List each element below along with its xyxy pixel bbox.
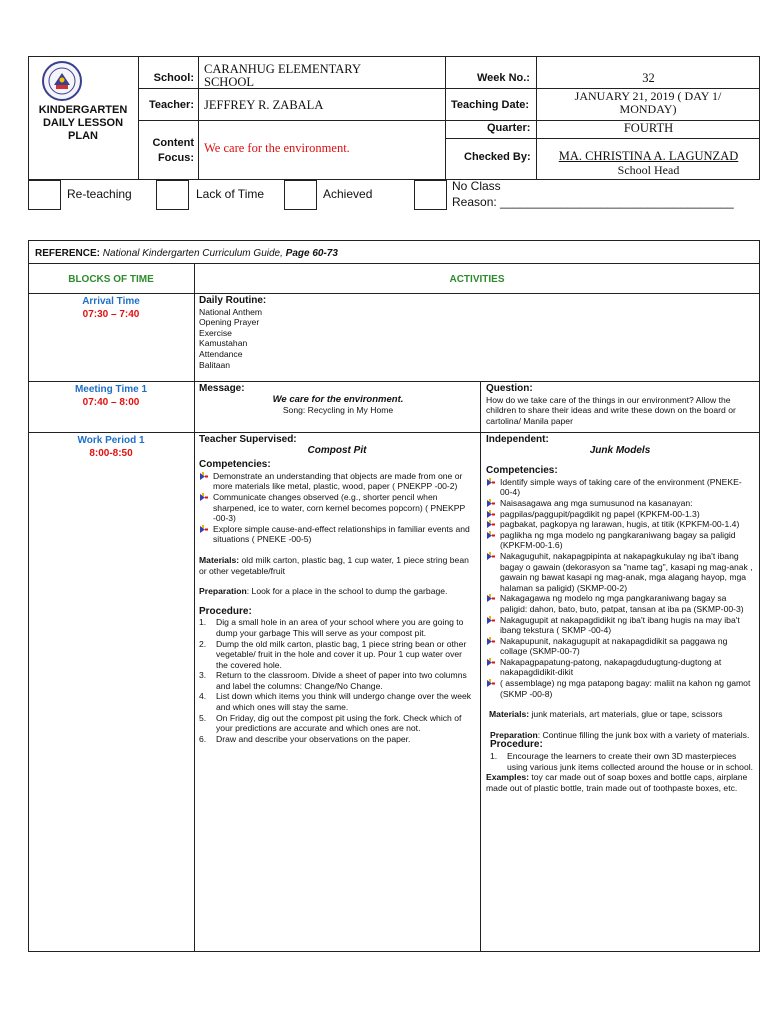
arrow-bullet-icon — [199, 493, 209, 502]
procedure-step: 6. Draw and describe your observations on the paper. — [199, 733, 411, 744]
arrow-bullet-icon — [486, 499, 496, 508]
meeting-time-name: Meeting Time 1 — [74, 384, 148, 395]
week-label: Week No.: — [477, 72, 530, 84]
content-focus-label: Content Focus: — [152, 137, 194, 164]
no-class-checkbox[interactable] — [414, 180, 447, 210]
daily-routine: Daily Routine: National Anthem Opening Prayer Exercise Kamustahan Attendance Balitaan — [199, 296, 469, 370]
teacher-value: JEFFREY R. ZABALA — [204, 98, 324, 112]
message-block: Message: We care for the environment. Song: Recycling in My Home — [199, 383, 404, 416]
achieved-label: Achieved — [323, 187, 373, 201]
question-block: Question: How do we take care of the things in our environment? Allow the children to share their ideas and write these down on the board or cartolina/ Manila paper — [486, 383, 736, 426]
competency-item: Explore simple cause-and-effect relationships in familiar events and situations ( PNEKE -00-5) — [199, 524, 475, 545]
procedure-step: 1. Dig a small hole in an area of your school where you are going to dump your garbage This will serve as your compost pit. — [199, 617, 464, 638]
content-focus-value: We care for the environment. — [204, 141, 350, 155]
arrival-time-range: 07:30 – 7:40 — [82, 309, 140, 320]
competency-item: Nakagagawa ng modelo ng mga pangkaraniwang bagay sa paligid: dahon, bato, buto, patpat, tansan at iba pa (SKMP-00-3) — [486, 593, 754, 614]
school-label: School: — [153, 72, 194, 84]
routine-item: Opening Prayer — [199, 317, 260, 328]
procedure-step: 3. Return to the classroom. Divide a sheet of paper into two columns and label the columns: Change/No Change. — [199, 670, 467, 691]
routine-item: National Anthem — [199, 306, 263, 317]
arrival-time-name: Arrival Time — [82, 296, 140, 307]
teacher-label: Teacher: — [148, 99, 194, 111]
arrow-bullet-icon — [486, 531, 496, 540]
lesson-plan-title: KINDERGARTEN DAILY LESSON PLAN — [38, 104, 128, 142]
competency-item: Identify simple ways of taking care of the environment (PNEKE-00-4) — [486, 477, 754, 498]
achieved-checkbox[interactable] — [284, 180, 317, 210]
competency-item: Naisasagawa ang mga sumusunod na kasanayan: — [486, 498, 754, 509]
arrow-bullet-icon — [199, 525, 209, 534]
independent-block: Independent: Junk Models Competencies: Identify simple ways of taking care of the environment (PNEKE-00-4) Naisasagawa ang mga sumusunod na kasanayan: pagpilas/paggupit/pagdikit ng papel (KPKFM-00-1.3) pagbakat, pagkopya ng larawan, hugis, at titik (KPKFM-00-1.4) paglikha ng mga modelo ng pangkaraniwang bagay sa paligid (KPKFM-00-1.6) Nakaguguhit, nakapagpipinta at nakapagkukulay ng iba't ibang bagay o gawain (dekorasyon sa "name tag", kasapi ng mag-anak , gawain ng bawat kasapi ng mag-anak, mga alagang hayop, mga halaman sa paligid) (SKMP-00-2) Nakagagawa ng modelo ng mga pangkaraniwang bagay sa paligid: dahon, bato, buto, patpat, tansan at iba pa (SKMP-00-3) Nakagugupit at nakapagdidikit ng iba't ibang hugis na may iba't ibang tekstura ( SKMP -00-4) Nakapupunit, nakagugupit at nakapagdidikit sa paggawa ng collage (SKMP-00-7) Nakapagpapatung-patong, nakapagdudugtung-dugtong at nakapagdidikit-dikit ( assemblage) ng mga patapong bagay: maliit na kahon ng gamot (SKMP -00-8) Materials: junk materials, art materials, glue or tape, scissors Preparation: Continue filling the junk box with a variety of materials. Procedure: 1. Encourage the learners to create their own 3D masterpieces using various junk items collected around the house or in school. Examples: toy car made out of soap boxes and bottle caps, airplane made out of plastic bottle, train made out of toothpaste boxes, etc. — [486, 434, 754, 793]
quarter-value: FOURTH — [623, 121, 674, 135]
procedure-step: 5. On Friday, dig out the compost pit using the fork. Check which of your predictions are accurate and which ones are not. — [199, 712, 462, 734]
teaching-date-label: Teaching Date: — [451, 99, 530, 111]
arrow-bullet-icon — [199, 472, 209, 481]
lack-of-time-checkbox[interactable] — [156, 180, 189, 210]
competency-item: pagbakat, pagkopya ng larawan, hugis, at titik (KPKFM-00-1.4) — [486, 519, 754, 530]
arrow-bullet-icon — [486, 658, 496, 667]
procedure-step: 2. Dump the old milk carton, plastic bag, 1 piece string bean or other vegetable/ fruit in the hole and cover it up. Pour 1 cup water over the covered hole. — [199, 638, 467, 670]
reteaching-label: Re-teaching — [67, 187, 132, 201]
routine-item: Balitaan — [199, 359, 231, 370]
competency-item: Demonstrate an understanding that objects are made from one or more materials like metal, plastic, wood, paper ( PNEKPP -00-2) — [199, 471, 475, 492]
arrow-bullet-icon — [486, 616, 496, 625]
deped-seal-icon — [42, 61, 82, 101]
arrow-bullet-icon — [486, 520, 496, 529]
competency-item: Communicate changes observed (e.g., shorter pencil when sharpened, ice to water, corn kernel becomes popcorn) ( PNEKPP -00-3) — [199, 492, 475, 524]
arrow-bullet-icon — [486, 679, 496, 688]
competency-item: paglikha ng mga modelo ng pangkaraniwang bagay sa paligid (KPKFM-00-1.6) — [486, 530, 754, 551]
school-value: CARANHUG ELEMENTARY SCHOOL — [204, 62, 361, 89]
reference-line: REFERENCE: National Kindergarten Curriculum Guide, Page 60-73 — [35, 248, 338, 259]
independent-competencies — [486, 477, 754, 699]
routine-item: Exercise — [199, 327, 232, 338]
blocks-of-time-header: BLOCKS OF TIME — [68, 274, 154, 285]
competency-item: pagpilas/paggupit/pagdikit ng papel (KPKFM-00-1.3) — [486, 509, 754, 520]
routine-item: Attendance — [199, 348, 243, 359]
reason-line: Reason: ___________________________________ — [452, 195, 734, 209]
arrow-bullet-icon — [486, 637, 496, 646]
checked-by-role: School Head — [617, 163, 680, 177]
reteaching-checkbox[interactable] — [28, 180, 61, 210]
competency-item: Nakagugupit at nakapagdidikit ng iba't ibang hugis na may iba't ibang tekstura ( SKMP -00-4) — [486, 615, 754, 636]
checked-by-name: MA. CHRISTINA A. LAGUNZAD — [558, 149, 739, 163]
checked-by-label: Checked By: — [464, 151, 531, 163]
procedure-step: 4. List down which items you think will undergo change over the week and which ones will stay the same. — [199, 691, 472, 713]
routine-item: Kamustahan — [199, 338, 248, 349]
arrow-bullet-icon — [486, 594, 496, 603]
arrow-bullet-icon — [486, 478, 496, 487]
procedure-step: 1. Encourage the learners to create their own 3D masterpieces using various junk items collected around the house or in school. — [490, 751, 754, 772]
quarter-label: Quarter: — [487, 122, 531, 134]
week-value: 32 — [642, 71, 655, 85]
lack-of-time-label: Lack of Time — [196, 187, 265, 201]
work-period-range: 8:00-8:50 — [89, 448, 133, 459]
activities-header: ACTIVITIES — [449, 274, 505, 285]
no-class-label: No Class — [452, 179, 501, 193]
independent-procedure — [486, 751, 754, 772]
supervised-procedure — [199, 617, 475, 744]
competency-item: Nakaguguhit, nakapagpipinta at nakapagkukulay ng iba't ibang bagay o gawain (dekorasyon sa "name tag", kasapi ng mag-anak , gawain ng bawat kasapi ng mag-anak, mga alagang hayop, mga halaman sa paligid) (SKMP-00-2) — [486, 551, 754, 593]
arrow-bullet-icon — [486, 510, 496, 519]
competency-item: Nakapupunit, nakagugupit at nakapagdidikit sa paggawa ng collage (SKMP-00-7) — [486, 636, 754, 657]
supervised-competencies — [199, 471, 475, 545]
arrow-bullet-icon — [486, 552, 496, 561]
meeting-time-range: 07:40 – 8:00 — [82, 397, 140, 408]
teaching-date-value: JANUARY 21, 2019 ( DAY 1/ MONDAY) — [574, 89, 722, 116]
competency-item: ( assemblage) ng mga patapong bagay: maliit na kahon ng gamot (SKMP -00-8) — [486, 678, 754, 699]
work-period-name: Work Period 1 — [77, 435, 145, 446]
teacher-supervised-block: Teacher Supervised: Compost Pit Competencies: Demonstrate an understanding that objects are made from one or more materials like metal, plastic, wood, paper ( PNEKPP -00-2) Communicate changes observed (e.g., shorter pencil when sharpened, ice to water, corn kernel becomes popcorn) ( PNEKPP -00-3) Explore simple cause-and-effect relationships in familiar events and situations ( PNEKE -00-5) Materials: old milk carton, plastic bag, 1 cup water, 1 piece string bean or other vegetable/fruit Preparation: Look for a place in the school to dump the garbage. Procedure: 1. Dig a small hole in an area of your school where you are going to dump your garbage This will serve as your compost pit. 2. Dump the old milk carton, plastic bag, 1 piece string bean or other vegetable/ fruit in the hole and cover it up. Pour 1 cup water over the covered hole. 3. Return to the classroom. Divide a sheet of paper into two columns and label the columns: Change/No Change. 4. List down which items you think will undergo change over the week and which ones will stay the same. 5. On Friday, dig out the compost pit using the fork. Check which of your predictions are accurate and which ones are not. 6. Draw and describe your observations on the paper. — [199, 435, 475, 744]
competency-item: Nakapagpapatung-patong, nakapagdudugtung-dugtong at nakapagdidikit-dikit — [486, 657, 754, 678]
